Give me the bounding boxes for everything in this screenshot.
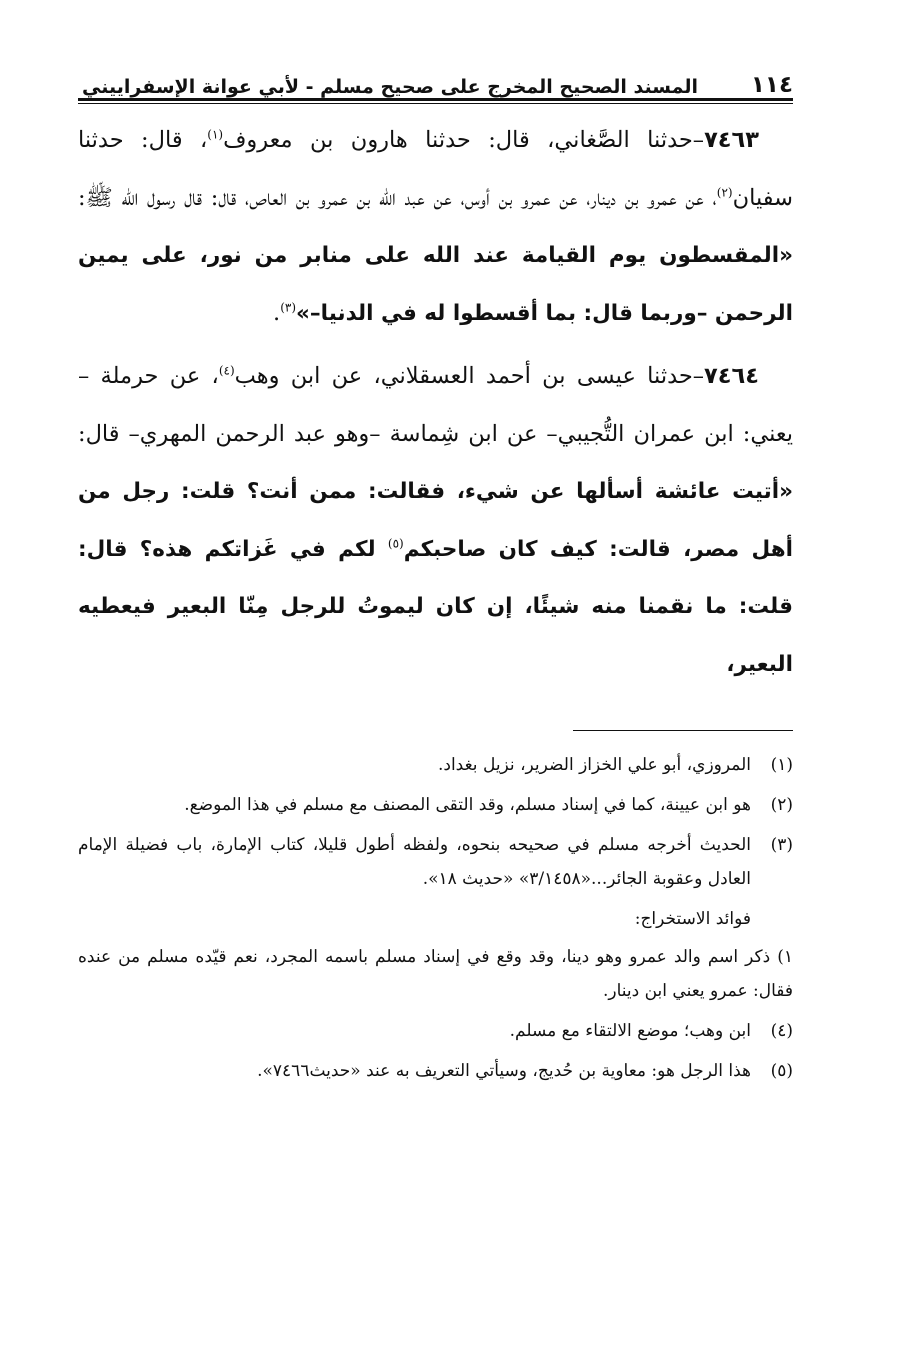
hadith-text: ، عن حرملة –يعني: ابن عمران التُّجيبي– عن ابن شِماسة –وهو عبد الرحمن المهري– قال: [78, 363, 793, 447]
hadith-number: ٧٤٦٤ [704, 363, 759, 389]
footnote-number: (١) [770, 755, 793, 775]
footnote-text: ابن وهب؛ موضع الالتقاء مع مسلم. [509, 1021, 751, 1041]
footnote-ref: (٤) [218, 363, 235, 378]
footnote-ref: (٥) [387, 536, 404, 550]
hadith-paragraph [78, 348, 793, 693]
hadith-paragraph [78, 112, 793, 342]
footnote [78, 1014, 793, 1048]
hadith-text: –حدثنا عيسى بن أحمد العسقلاني، عن ابن وهب [234, 363, 705, 389]
footnote [78, 828, 793, 896]
footnote [78, 788, 793, 822]
footnote-number: (٤) [770, 1021, 793, 1041]
footnote [78, 748, 793, 782]
footnote-text: الحديث أخرجه مسلم في صحيحه بنحوه، ولفظه أطول قليلا، كتاب الإمارة، باب فضيلة الإمام العادل وعقوبة الجائر...«٣/١٤٥٨» «حديث ١٨». [78, 835, 751, 889]
hadith-text: ، عن عمرو بن دينار، عن عمرو بن أوس، عن عبد الله بن عمرو بن العاص، قال: قال رسول الله ﷺ: [78, 184, 717, 211]
hadith-text: . [273, 299, 281, 326]
header-rule-thin [78, 103, 793, 104]
hadith-text: ، قال: حدثنا سفيان [78, 127, 793, 211]
benefits-heading: فوائد الاستخراج: [634, 909, 751, 929]
hadith-number: ٧٤٦٣ [704, 127, 759, 153]
header-rule-thick [78, 98, 793, 101]
footnote-number: (٣) [770, 835, 793, 855]
hadith-quote: «أتيت عائشة أسألها عن شيء، فقالت: ممن أنت؟ قلت: رجل من أهل مصر، قالت: كيف كان صاحبكم [78, 479, 793, 562]
footnote-ref: (٢) [716, 185, 733, 199]
page-number: ١١٤ [750, 72, 793, 98]
hadith-quote: «المقسطون يوم القيامة عند الله على منابر من نور، على يمين الرحمن –وربما قال: بما أقسطوا له في الدنيا–» [78, 243, 793, 326]
footnote [78, 1054, 793, 1088]
footnote-number: (٢) [770, 795, 793, 815]
footnote-text: المروزي، أبو علي الخزاز الضرير، نزيل بغداد. [437, 755, 751, 775]
footnote-ref: (٣) [280, 300, 297, 314]
running-header [78, 58, 793, 98]
main-text [78, 112, 793, 699]
footnote-number: (٥) [770, 1061, 793, 1081]
footnote-text: هذا الرجل هو: معاوية بن حُديج، وسيأتي التعريف به عند «حديث٧٤٦٦». [257, 1061, 751, 1081]
running-title: المسند الصحيح المخرج على صحيح مسلم - لأبي عوانة الإسفراييني [82, 76, 698, 98]
hadith-text: –حدثنا الصَّغاني، قال: حدثنا هارون بن معروف [223, 127, 705, 153]
benefit-item: ١) ذكر اسم والد عمرو وهو دينا، وقد وقع في إسناد مسلم باسمه المجرد، نعم قيّده مسلم من عنده فقال: عمرو يعني ابن دينار. [78, 947, 793, 1001]
footnote-text: هو ابن عيينة، كما في إسناد مسلم، وقد التقى المصنف مع مسلم في هذا الموضع. [184, 795, 751, 815]
footnote-separator [573, 730, 793, 731]
footnote-ref: (١) [207, 127, 224, 142]
hadith-quote: لكم في غَزاتكم هذه؟ قال: قلت: ما نقمنا منه شيئًا، إن كان ليموتُ للرجل مِنّا البعير فيعطيه البعير، [78, 536, 793, 677]
footnotes [78, 748, 793, 1094]
